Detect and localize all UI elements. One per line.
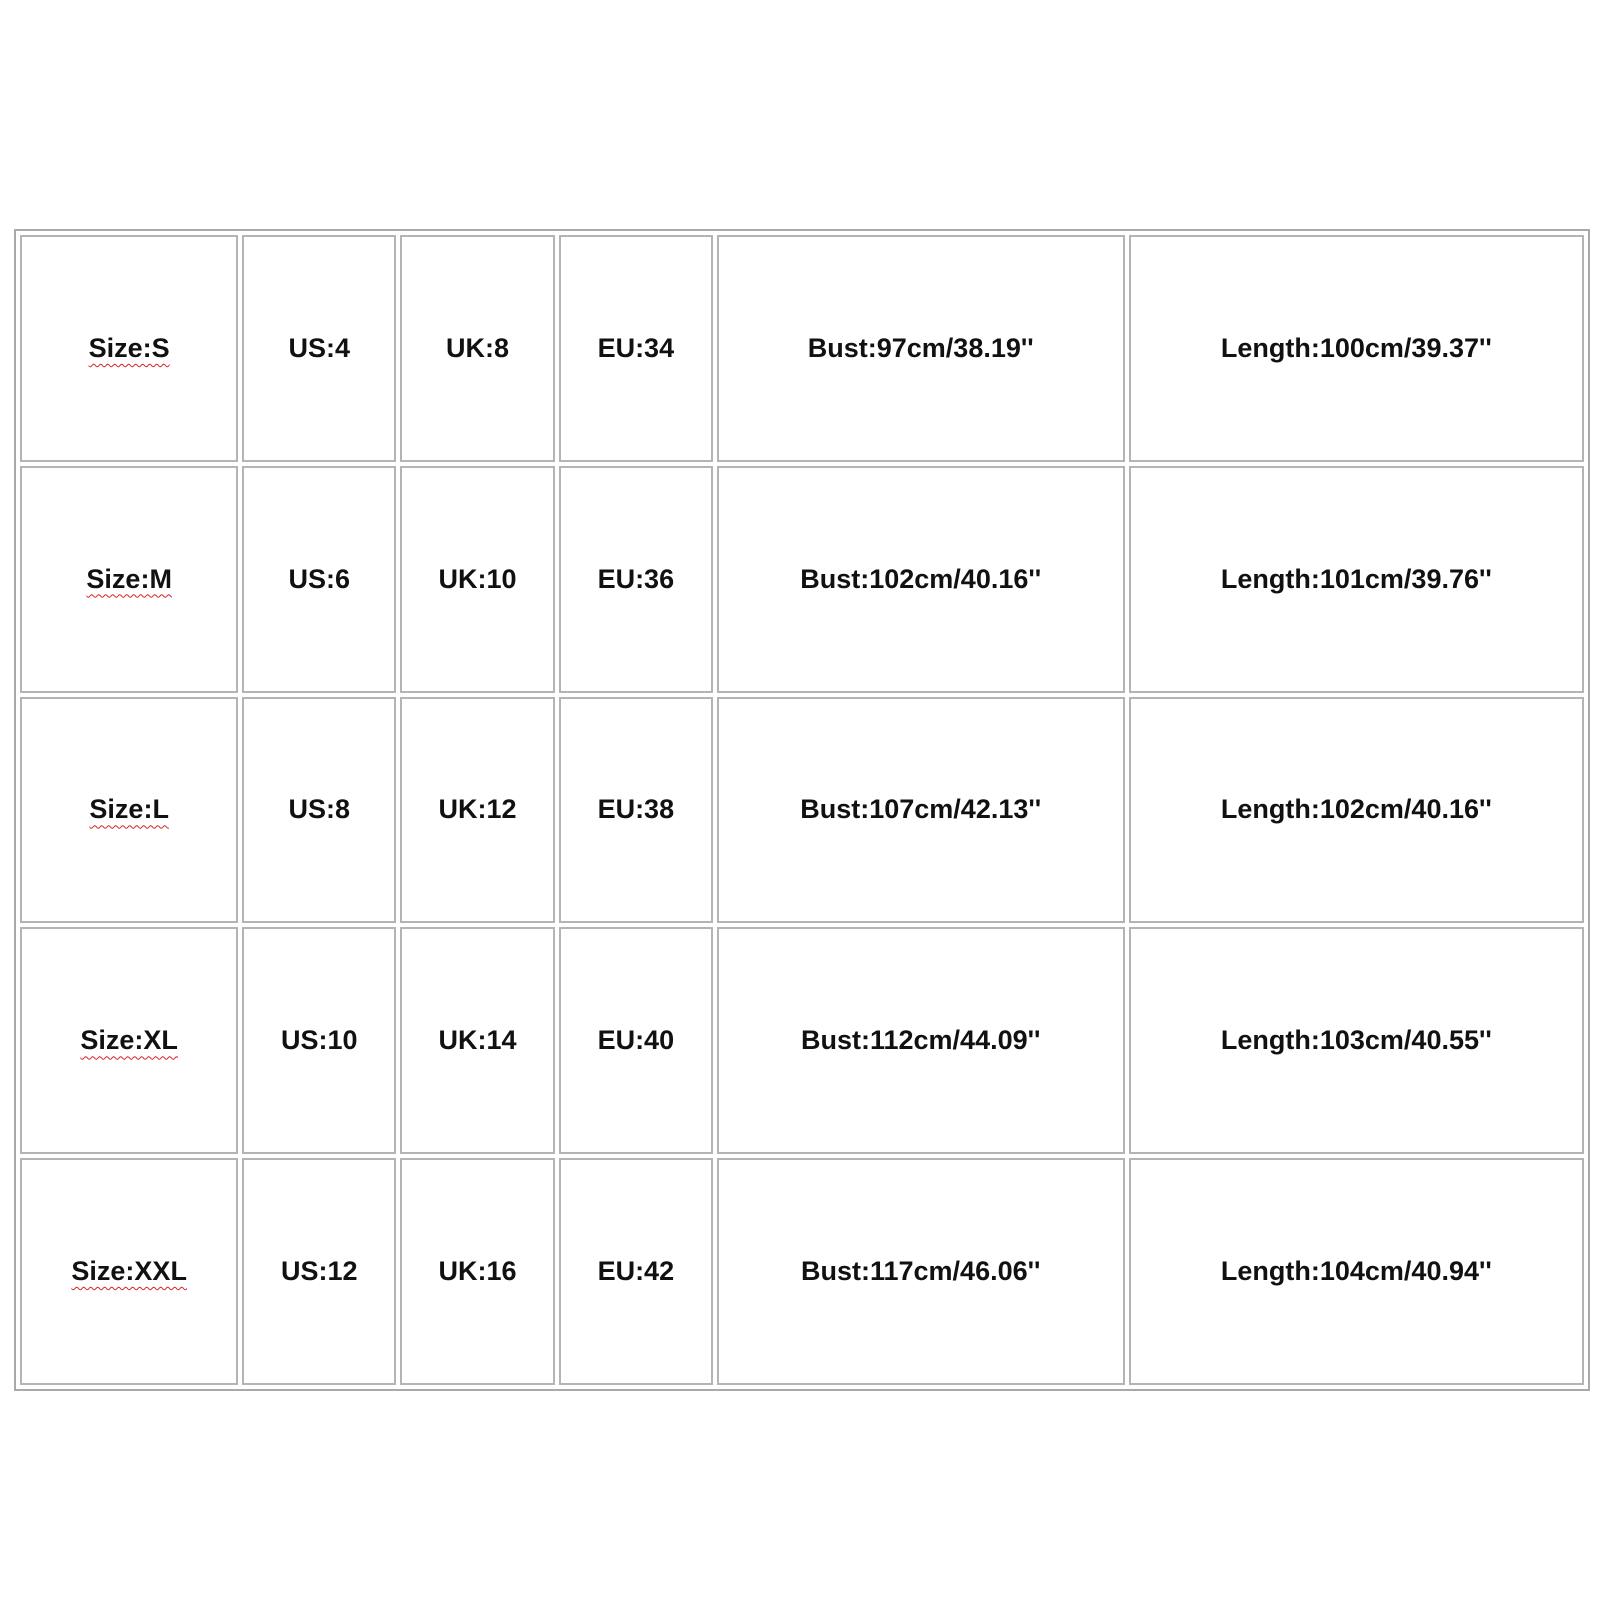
length-cell: Length:103cm/40.55'' [1129,927,1584,1154]
uk-size-cell: UK:16 [400,1158,555,1385]
bust-cell: Bust:97cm/38.19'' [717,235,1125,462]
size-label: Size:M [86,563,172,594]
length-cell: Length:100cm/39.37'' [1129,235,1584,462]
eu-size-cell: EU:36 [559,466,713,693]
us-size-cell: US:10 [242,927,396,1154]
eu-size-cell: EU:42 [559,1158,713,1385]
length-cell: Length:101cm/39.76'' [1129,466,1584,693]
size-label: Size:XL [80,1025,178,1056]
table-row [20,1158,1584,1385]
size-cell [20,235,238,462]
size-cell [20,1158,238,1385]
us-size-cell: US:8 [242,697,396,924]
bust-cell: Bust:102cm/40.16'' [717,466,1125,693]
table-row [20,235,1584,462]
length-cell: Length:104cm/40.94'' [1129,1158,1584,1385]
uk-size-cell: UK:14 [400,927,555,1154]
table-row [20,697,1584,924]
uk-size-cell: UK:12 [400,697,555,924]
bust-cell: Bust:107cm/42.13'' [717,697,1125,924]
uk-size-cell: UK:8 [400,235,555,462]
us-size-cell: US:6 [242,466,396,693]
size-label: Size:S [88,332,170,363]
length-cell: Length:102cm/40.16'' [1129,697,1584,924]
uk-size-cell: UK:10 [400,466,555,693]
table-row [20,466,1584,693]
size-chart-table [16,231,1588,1389]
eu-size-cell: EU:38 [559,697,713,924]
us-size-cell: US:12 [242,1158,396,1385]
eu-size-cell: EU:40 [559,927,713,1154]
bust-cell: Bust:112cm/44.09'' [717,927,1125,1154]
eu-size-cell: EU:34 [559,235,713,462]
size-label: Size:XXL [71,1256,187,1287]
table-row [20,927,1584,1154]
size-label: Size:L [89,794,169,825]
bust-cell: Bust:117cm/46.06'' [717,1158,1125,1385]
size-cell [20,697,238,924]
size-chart [14,229,1590,1391]
us-size-cell: US:4 [242,235,396,462]
size-cell [20,927,238,1154]
size-cell [20,466,238,693]
